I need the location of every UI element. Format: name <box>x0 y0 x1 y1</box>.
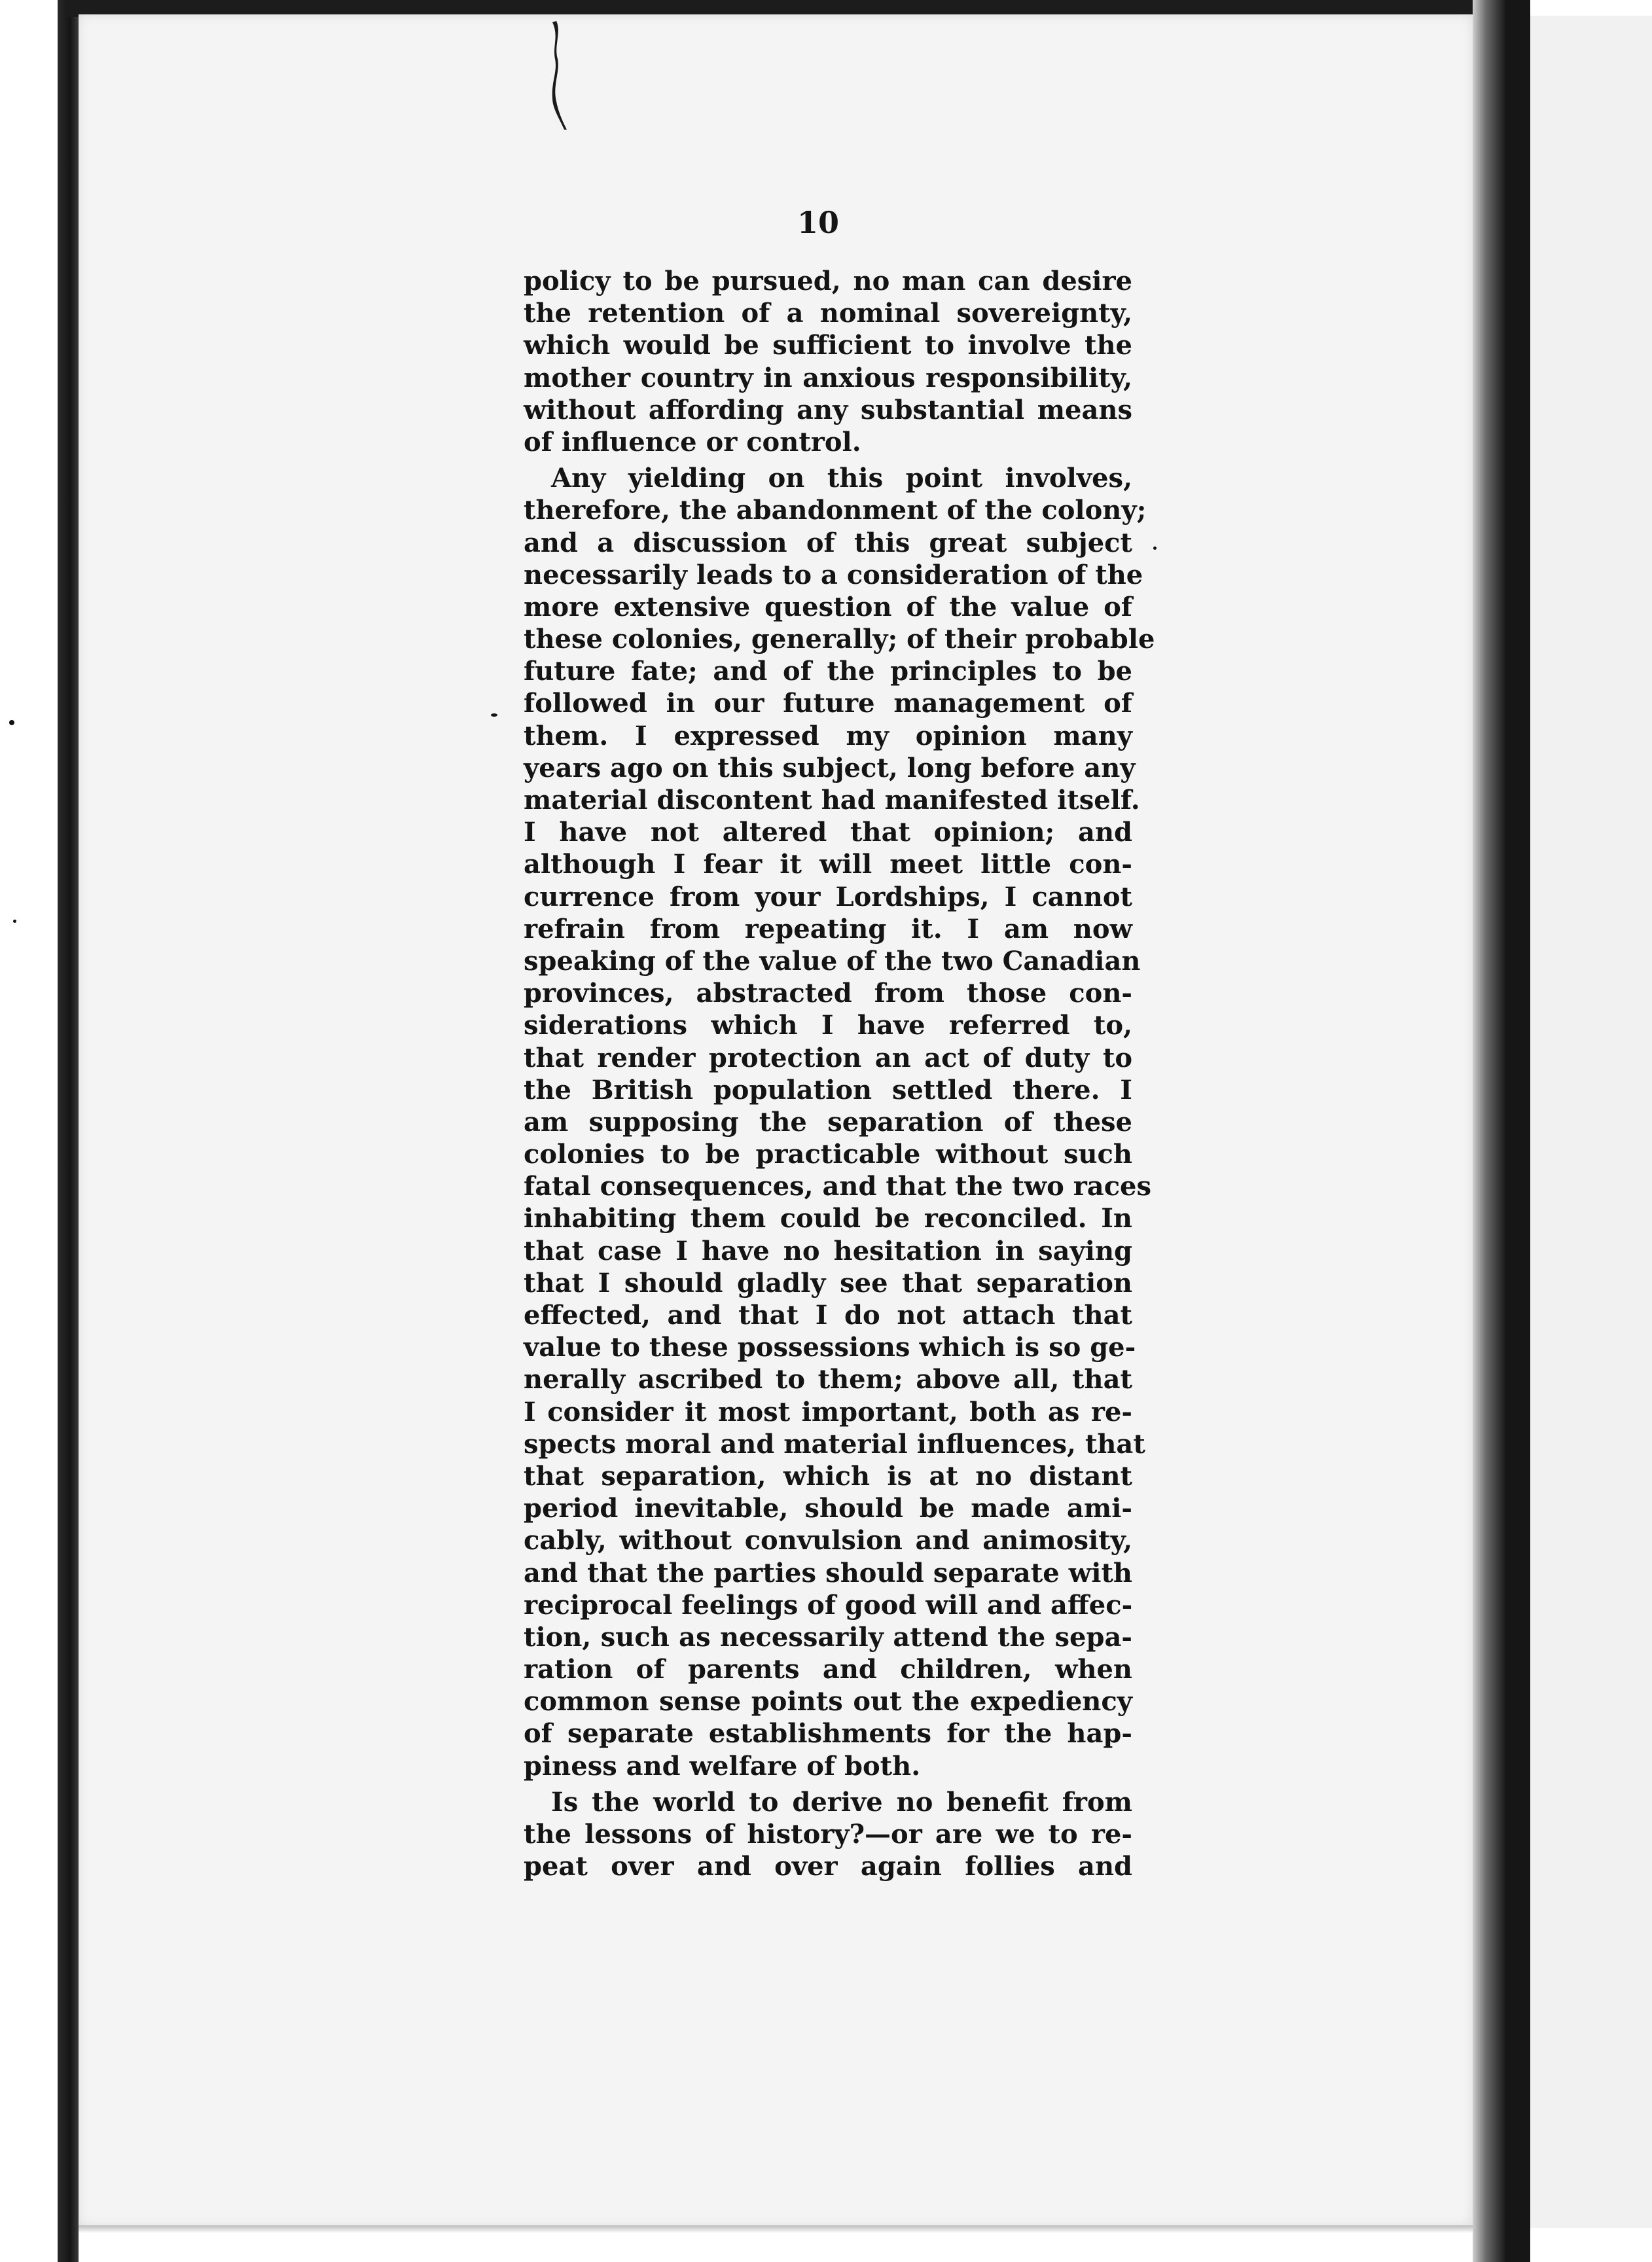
text-line: spects moral and material influences, that <box>524 1428 1145 1460</box>
text-line: Any yielding on this point involves, <box>551 463 1132 494</box>
text-line: common sense points out the expediency <box>524 1686 1132 1717</box>
text-line: that render protection an act of duty to <box>524 1042 1132 1073</box>
text-line: Is the world to derive no benefit from <box>551 1786 1132 1818</box>
text-line: therefore, the abandonment of the colony; <box>524 495 1147 526</box>
text-line: fatal consequences, and that the two races <box>524 1171 1152 1202</box>
text-line: effected, and that I do not attach that <box>524 1300 1132 1331</box>
paragraph <box>524 265 1132 458</box>
margin-speck <box>491 713 497 717</box>
text-line: value to these possessions which is so ge- <box>524 1332 1136 1363</box>
text-line: policy to be pursued, no man can desire <box>524 266 1132 296</box>
text-line: period inevitable, should be made ami- <box>524 1493 1132 1524</box>
margin-speck <box>1153 547 1157 550</box>
paragraph <box>524 462 1155 1782</box>
text-line: and a discussion of this great subject <box>524 527 1132 558</box>
text-line: currence from your Lordships, I cannot <box>524 881 1132 912</box>
text-line: more extensive question of the value of <box>524 591 1132 622</box>
text-line: and that the parties should separate with <box>524 1557 1132 1589</box>
text-line: of influence or control. <box>524 426 861 458</box>
text-line: that I should gladly see that separation <box>524 1267 1132 1299</box>
text-line: them. I expressed my opinion many <box>524 720 1132 751</box>
book-gutter <box>1505 0 1530 2262</box>
page-number: 10 <box>797 205 839 240</box>
text-line: provinces, abstracted from those con- <box>524 978 1132 1009</box>
text-line: the British population settled there. I <box>524 1074 1132 1105</box>
ink-smudge-mark <box>550 20 569 131</box>
text-line: colonies to be practicable without such <box>524 1139 1132 1170</box>
text-line: mother country in anxious responsibility, <box>524 362 1132 393</box>
bottom-page-edge <box>79 2225 1473 2233</box>
text-line: cably, without convulsion and animosity, <box>524 1525 1132 1556</box>
facing-page-edge <box>1530 16 1652 2228</box>
text-line: siderations which I have referred to, <box>524 1010 1132 1041</box>
text-line: the retention of a nominal sovereignty, <box>524 298 1132 329</box>
paragraph <box>524 1786 1132 1883</box>
text-line: that separation, which is at no distant <box>524 1460 1132 1492</box>
text-line: necessarily leads to a consideration of the <box>524 559 1143 590</box>
text-line: peat over and over again follies and <box>524 1851 1132 1882</box>
text-line: years ago on this subject, long before any <box>524 752 1136 783</box>
text-line: which would be sufficient to involve the <box>524 330 1132 361</box>
text-line: tion, such as necessarily attend the sepa- <box>524 1621 1132 1653</box>
text-line: am supposing the separation of these <box>524 1106 1132 1138</box>
margin-speck <box>9 720 14 725</box>
text-line: material discontent had manifested itself. <box>524 785 1140 816</box>
page-curl-shadow <box>1473 0 1505 2262</box>
text-line: nerally ascribed to them; above all, that <box>524 1364 1132 1395</box>
text-line: that case I have no hesitation in saying <box>524 1235 1132 1266</box>
text-line: speaking of the value of the two Canadian <box>524 945 1141 977</box>
left-page-edge <box>58 0 79 2262</box>
text-line: although I fear it will meet little con- <box>524 849 1132 880</box>
text-line: I have not altered that opinion; and <box>524 817 1132 848</box>
text-line: future fate; and of the principles to be <box>524 656 1132 687</box>
body-text-column <box>524 265 1155 1882</box>
text-line: piness and welfare of both. <box>524 1750 921 1782</box>
text-line: refrain from repeating it. I am now <box>524 913 1132 944</box>
text-line: reciprocal feelings of good will and affec- <box>524 1589 1133 1621</box>
text-line: inhabiting them could be reconciled. In <box>524 1203 1132 1234</box>
text-line: without affording any substantial means <box>524 394 1132 425</box>
text-line: the lessons of history?—or are we to re- <box>524 1819 1132 1850</box>
text-line: these colonies, generally; of their probable <box>524 624 1155 655</box>
text-line: followed in our future management of <box>524 688 1132 719</box>
text-line: I consider it most important, both as re- <box>524 1396 1132 1427</box>
margin-speck <box>13 920 16 923</box>
text-line: of separate establishments for the hap- <box>524 1718 1132 1750</box>
text-line: ration of parents and children, when <box>524 1654 1132 1685</box>
